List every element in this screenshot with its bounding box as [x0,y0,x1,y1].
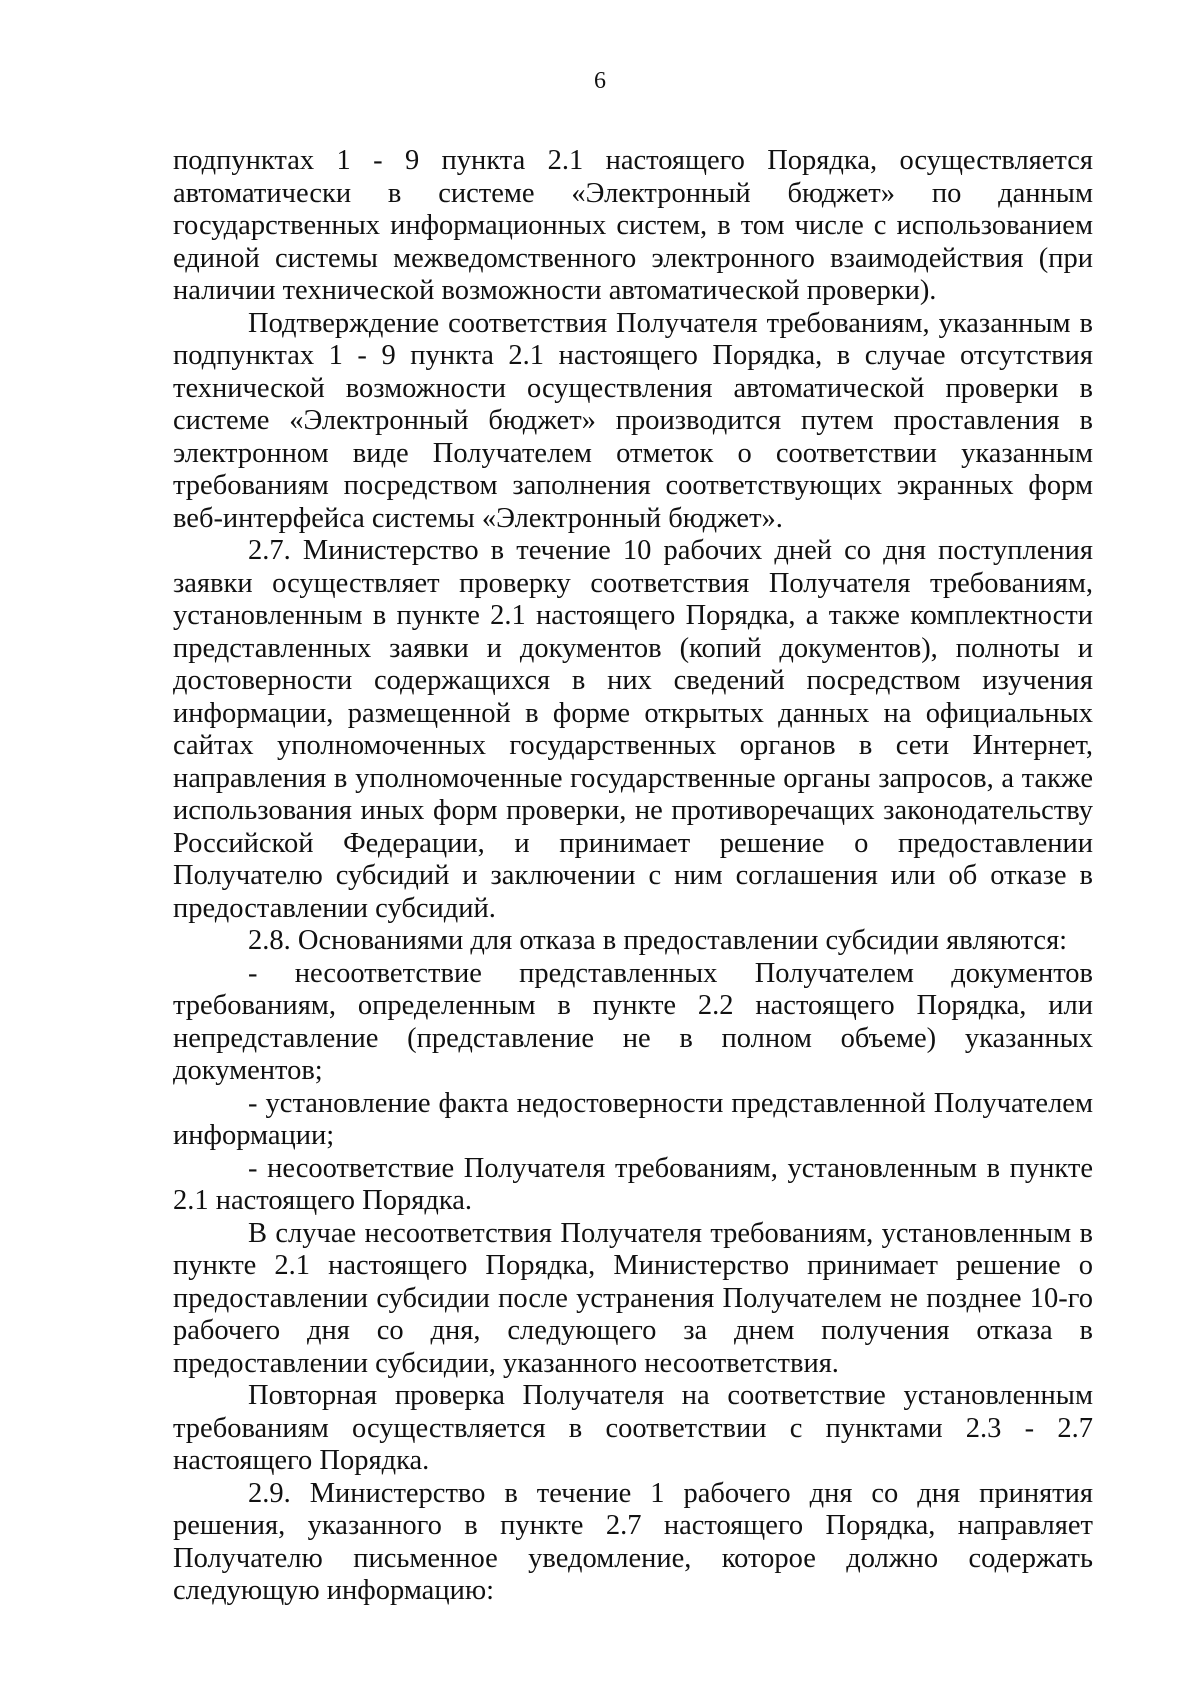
paragraph-noncompliance: В случае несоответствия Получателя требованиям, установленным в пункте 2.1 настоящего Порядка, Министерство принимает решение о предоставлении субсидии после устранения Получателем не позднее 10-го рабочего дня со дня, следующего за днем получения отказа в предоставлении субсидии, указанного несоответствия. [173,1217,1093,1379]
paragraph-2-9: 2.9. Министерство в течение 1 рабочего дня со дня принятия решения, указанного в пункте 2.7 настоящего Порядка, направляет Получателю письменное уведомление, которое должно содержать следующую информацию: [173,1477,1093,1606]
document-body [173,145,1093,1608]
paragraph-recheck: Повторная проверка Получателя на соответствие установленным требованиям осуществляется в соответствии с пунктами 2.3 - 2.7 настоящего Порядка. [173,1380,1093,1476]
paragraph-2-8: 2.8. Основаниями для отказа в предоставлении субсидии являются: [248,925,1068,956]
paragraph-2-7: 2.7. Министерство в течение 10 рабочих дней со дня поступления заявки осуществляет проверку соответствия Получателя требованиям, установленным в пункте 2.1 настоящего Порядка, а также комплектности представленных заявки и документов (копий документов), полноты и достоверности содержащихся в них сведений посредством изучения информации, размещенной в форме открытых данных на официальных сайтах уполномоченных государственных органов в сети Интернет, направления в уполномоченные государственные органы запросов, а также использования иных форм проверки, не противоречащих законодательству Российской Федерации, и принимает решение о предоставлении Получателю субсидий и заключении с ним соглашения или об отказе в предоставлении субсидий. [173,535,1093,924]
list-item-documents: - несоответствие представленных Получателем документов требованиям, определенным в пункте 2.2 настоящего Порядка, или непредставление (представление не в полном объеме) указанных документов; [173,957,1093,1086]
list-item-requirements: - несоответствие Получателя требованиям, установленным в пункте 2.1 настоящего Порядка. [173,1152,1093,1216]
list-item-information: - установление факта недостоверности представленной Получателем информации; [173,1087,1093,1151]
paragraph-continuation: подпунктах 1 - 9 пункта 2.1 настоящего Порядка, осуществляется автоматически в системе «Электронный бюджет» по данным государственных информационных систем, в том числе с использованием единой системы межведомственного электронного взаимодействия (при наличии технической возможности автоматической проверки). [173,145,1093,306]
page-number: 6 [594,68,606,94]
paragraph-confirmation: Подтверждение соответствия Получателя требованиям, указанным в подпунктах 1 - 9 пункта 2.1 настоящего Порядка, в случае отсутствия технической возможности осуществления автоматической проверки в системе «Электронный бюджет» производится путем проставления в электронном виде Получателем отметок о соответствии указанным требованиям посредством заполнения соответствующих экранных форм веб-интерфейса системы «Электронный бюджет». [173,307,1093,534]
